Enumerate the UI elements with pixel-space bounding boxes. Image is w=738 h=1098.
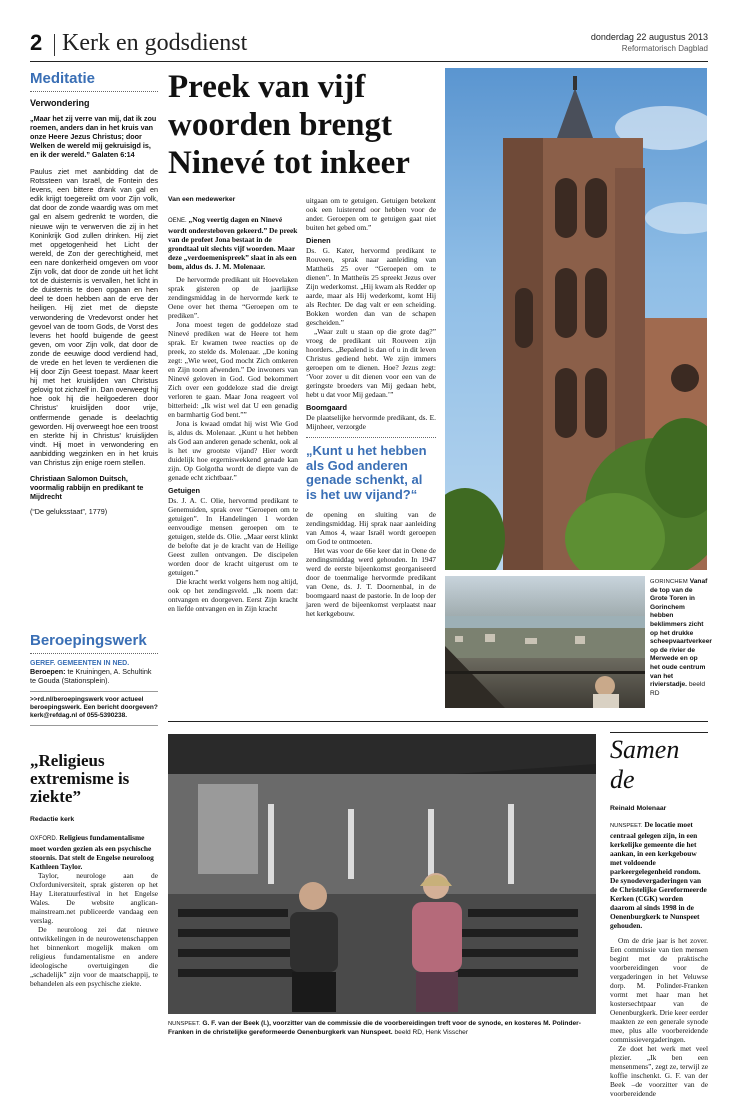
- samen-headline: Samen de: [610, 732, 708, 795]
- meditatie-title: Verwondering: [30, 98, 90, 108]
- extremisme-paragraph: De neuroloog zei dat nieuwe ontwikkelingen in de neurowetenschappen het binnenkort mogelijk maken om religieus fundamentalisme en andere ideologische overtuigingen die „schadelijk” zijn voor de maatschappij, te behandelen als een psychische ziekte.: [30, 925, 158, 988]
- page-header: [30, 28, 708, 62]
- pull-quote: „Kunt u het hebben als God anderen genade schenkt, al is het uw vijand?“: [306, 437, 436, 502]
- river-view-photo: [445, 576, 645, 708]
- samen-lead-text: De locatie moet centraal gelegen zijn, in een kerkelijke gemeente die het aankan, in een kerkgebouw met voldoende parkeergelegenheid rondom. De synodevergaderingen van de Christelijke Gereformeerde Kerken (CGK) worden daarom al sinds 1998 in de Oenenburgkerk te Nunspeet gehouden.: [610, 820, 707, 930]
- main-paragraph: Die kracht werkt volgens hem nog altijd, ook op het zendingsveld. „Ik noem dat: ontvangen en doorgeven. Eerst Zijn kracht en liefde ontvangen en in Zijn kracht: [168, 577, 298, 613]
- main-paragraph: Het was voor de 66e keer dat in Oene de zendingsmiddag werd gehouden. In 1947 werd de eerste bijeenkomst georganiseerd door de toenmalige hervormde predikant van Oene, ds. J. T. Doornenbal, in de boomgaard naast de pastorie. In de loop der jaren werd de bijeenkomst verplaatst naar het kerkgebouw.: [306, 546, 436, 618]
- samen-article: [610, 732, 708, 1098]
- page-number: 2: [30, 30, 43, 55]
- photo-credit: beeld RD: [650, 681, 706, 697]
- tower-photo: [445, 68, 707, 570]
- meditatie-source: (“De geluksstaat”, 1779): [30, 507, 108, 517]
- main-article-column-2: [306, 196, 436, 618]
- main-dateline: OENE.: [168, 218, 187, 224]
- beroepingswerk-box: [30, 632, 158, 726]
- beroepen-entry: [30, 667, 158, 685]
- main-paragraph: Ds. J. A. C. Olie, hervormd predikant te Genemuiden, sprak over “Geroepen om te getuigen”. In Handelingen 1 worden eenvoudige mensen geroepen om te getuigen, stelde ds. Olie. „Maar eerst klinkt de belofte dat je de kracht van de Heilige Geest zullen ontvangen. De discipelen worden door de kracht uitgerust om te getuigen.”: [168, 496, 298, 577]
- meditatie-body: Paulus ziet met aanbidding dat de Rotssteen van Israël, de Fontein des levens, een bittere drank van gal en edik krijgt toegereikt om voor Zijn volk, dat door de zonde waardig was om met gal en alsem gedrenkt te worden, die nieuwe wijn te verwerven die zij in het Koninkrijk God zullen drinken. Hij ziet met opgetogenheid het Licht der wereld, de Zon der gerechtigheid, met een nare donkerheid omgeven om voor Zijn volk, dat door de zonde uit het licht tot de duisternis is vervallen, het licht in de duisternis te doen opgaan en hen deel te doen hebben aan de erve der heiligen. Hij ziet met de diepste verwondering de Vredevorst onder het gevoel van de toorn Gods, de Vorst des levens het hoofd buigende de geest geven, om voor Zijn volk, dat door de zonde de eeuwige dood verdiend had, de vrede en het leven te verdienen die Hij door Zijn Geest toepast. Maar keert hij met het kruislijden van Christus gelovig tot zichzelf in. Dan overweegt hij hoe ook hij die heilgoederen door Christus' kruislijden door vrije, ontfermende genade is deelachtig geworden. Hij overweegt hoe een troost en sterkte hij in Christus' kruislijden vindt. Hij moet in verwondering en aanbidding wegzinken en in het kruis van Christus zijn enige roem stellen.: [30, 167, 158, 467]
- main-paragraph: Jona is kwaad omdat hij wist Wie God is, aldus ds. Molenaar. „Kunt u het hebben als God aan anderen genade schenkt, ook al is het uw grootste vijand? Hier wordt duidelijk hoe ergerniswekkend genade kan zijn. Op Golgotha wordt de diepte van de genade echt zichtbaar.”: [168, 419, 298, 482]
- tower-illustration: [445, 68, 707, 570]
- beroepen-text: te Kruiningen, A. Schultink te Gouda (Stationsplein).: [30, 667, 152, 685]
- main-paragraph: de opening en sluiting van de zendingsmiddag. Hij sprak naar aanleiding van Amos 4, waar Israël wordt geroepen om God te ontmoeten.: [306, 510, 436, 546]
- extremisme-paragraph: Taylor, neurologe aan de Oxforduniversiteit, sprak gisteren op het Hay Literatuurfestival in het Engelse Wales. De website anglican-mainstream.net publiceerde vandaag een verslag.: [30, 871, 158, 925]
- caption-tag: NUNSPEET.: [168, 1021, 201, 1027]
- header-paper-name: Reformatorisch Dagblad: [621, 44, 708, 53]
- extremisme-lead: [30, 833, 158, 871]
- meditatie-author: Christiaan Salomon Duitsch, voormalig rabbijn en predikant te Mijdrecht: [30, 474, 144, 502]
- main-paragraph: uitgaan om te getuigen. Getuigen betekent ook een luisterend oor hebben voor de ander. Geroepen om te getuigen gaat niet buiten het gebed om.”: [306, 196, 436, 232]
- church-interior-illustration: [168, 734, 596, 1014]
- samen-dateline: NUNSPEET.: [610, 823, 643, 829]
- main-paragraph: De hervormde predikant uit Hoevelaken sprak gisteren op de jaarlijkse zendingsmiddag in de hervormde kerk te Oene over het thema “Geroepen om te prediken”.: [168, 275, 298, 320]
- samen-paragraph: Om de drie jaar is het zover. Een commissie van tien mensen begint met de praktische voorbereidingen voor de vergaderingen in het Veluwse dorp. M. Polinder-Franken vormt met haar man het kostersechtpaar van de Oenenburgkerk. Drie keer eerder maakten ze een generale synode mee, plus alle voorbereidende commissievergaderingen.: [610, 936, 708, 1044]
- denomination-label: GEREF. GEMEENTEN IN NED.: [30, 660, 130, 667]
- main-subhead: Boomgaard: [306, 403, 348, 412]
- river-view-caption: [650, 578, 712, 698]
- main-subhead: Dienen: [306, 236, 331, 245]
- main-headline: Preek van vijf woorden brengt Ninevé tot inkeer: [168, 69, 410, 181]
- photo-credit: beeld RD, Henk Visscher: [394, 1028, 469, 1036]
- beroepingswerk-info[interactable]: >>rd.nl/beroepingswerk voor actueel beroepingswerk. Een bericht doorgeven? kerk@refdag.nl of 055-5390238.: [30, 691, 158, 726]
- caption-text: Vanaf de top van de Grote Toren in Gorinchem hebben beklimmers zicht op het drukke scheepvaartverkeer op de rivier de Merwede en op het oude centrum van het rivierstadje.: [650, 578, 712, 689]
- meditatie-kicker: Meditatie: [30, 70, 158, 92]
- main-paragraph: Jona moest tegen de goddeloze stad Ninevé prediken wat de Heere tot hem sprak. Er kwamen twee reacties op de preek, zo stelde ds. Molenaar. „De koning zegt: „Wie weet, God mocht Zich omkeren en Zijn toorn afwenden.” De inwoners van Ninevé geloven in God. God bekommert Zich over een goddeloze stad die dreigt verloren te gaan. Maar Jona reageert vol bitterheid: „Ik wist wel dat U een genadig en barmhartig God bent.””: [168, 320, 298, 419]
- header-date: donderdag 22 augustus 2013: [590, 32, 708, 42]
- church-interior-photo: [168, 734, 596, 1014]
- samen-lead: [610, 820, 708, 930]
- church-photo-caption: [168, 1020, 598, 1038]
- samen-byline: Reinald Molenaar: [610, 805, 667, 812]
- main-article-column-1: [168, 196, 298, 613]
- section-title: Kerk en godsdienst: [62, 30, 248, 56]
- beroepen-label: Beroepen:: [30, 667, 66, 676]
- main-lead: [168, 215, 298, 271]
- meditatie-quote: „Maar het zij verre van mij, dat ik zou roemen, anders dan in het kruis van onze Heere Jezus Christus; door Welken de wereld mij gekruisigd is, en ik der wereld.” Galaten 6:14: [30, 114, 157, 159]
- river-view-illustration: [445, 576, 645, 708]
- main-byline: Van een medewerker: [168, 196, 236, 203]
- extremisme-article: [30, 752, 158, 988]
- main-paragraph: De plaatselijke hervormde predikant, ds. E. Mijnheer, verzorgde: [306, 413, 436, 431]
- main-lead-text: „Nog veertig dagen en Ninevé wordt ondersteboven gekeerd.” De preek van de profeet Jona bestaat in de grondtaal uit slechts vijf woorden. Maar deze „verdoemenispreek” slaat in als een bom, aldus ds. J. M. Molenaar.: [168, 215, 298, 271]
- extremisme-dateline: OXFORD.: [30, 836, 58, 842]
- header-divider: [54, 34, 55, 56]
- extremisme-byline: Redactie kerk: [30, 816, 75, 823]
- caption-tag: GORINCHEM: [650, 579, 688, 585]
- extremisme-lead-text: Religieus fundamentalisme moet worden gezien als een psychische stoornis. Dat stelt de Engelse neuroloog Kathleen Taylor.: [30, 833, 154, 871]
- main-paragraph: Ds. G. Kater, hervormd predikant te Rouveen, sprak naar aanleiding van Mattheüs 25 over “Geroepen om te dienen”. In Mattheüs 25 spreekt Jezus over Zijn wederkomst. „Hij kwam als Redder op aarde, maar als Hij wederkomt, komt Hij als Rechter. De dag valt er een scheiding. Bokken worden dan van de schapen gescheiden.”: [306, 246, 436, 327]
- extremisme-headline: „Religieus extremisme is ziekte”: [30, 751, 130, 806]
- section-divider: [168, 721, 708, 722]
- caption-text: G. F. van der Beek (l.), voorzitter van de commissie die de voorbereidingen treft voor de synode, en kosteres M. Polinder-Franken in de christelijke gereformeerde Oenenburgkerk van Nunspeet.: [168, 1020, 581, 1036]
- samen-paragraph: Ze doet het werk met veel plezier. „Ik ben een mensenmens”, zegt ze, terwijl ze koffie inschenkt. G. F. van der Beek –de voorzitter van de voorbereidende: [610, 1044, 708, 1098]
- main-paragraph: „Waar zult u staan op die grote dag?” vroeg de predikant uit Rouveen zijn hoorders. „Bepalend is dan of u in dit leven Christus gediend hebt. We zijn immers geroepen om te dienen. Hoe? Jezus zegt: ‘Voor zover u dit dienen voor een van de geringste broeders van Mij gedaan hebt, hebt u dat voor Mij gedaan.’”: [306, 327, 436, 399]
- beroepingswerk-kicker: Beroepingswerk: [30, 632, 158, 654]
- meditatie-column: [30, 70, 158, 516]
- main-subhead: Getuigen: [168, 486, 201, 495]
